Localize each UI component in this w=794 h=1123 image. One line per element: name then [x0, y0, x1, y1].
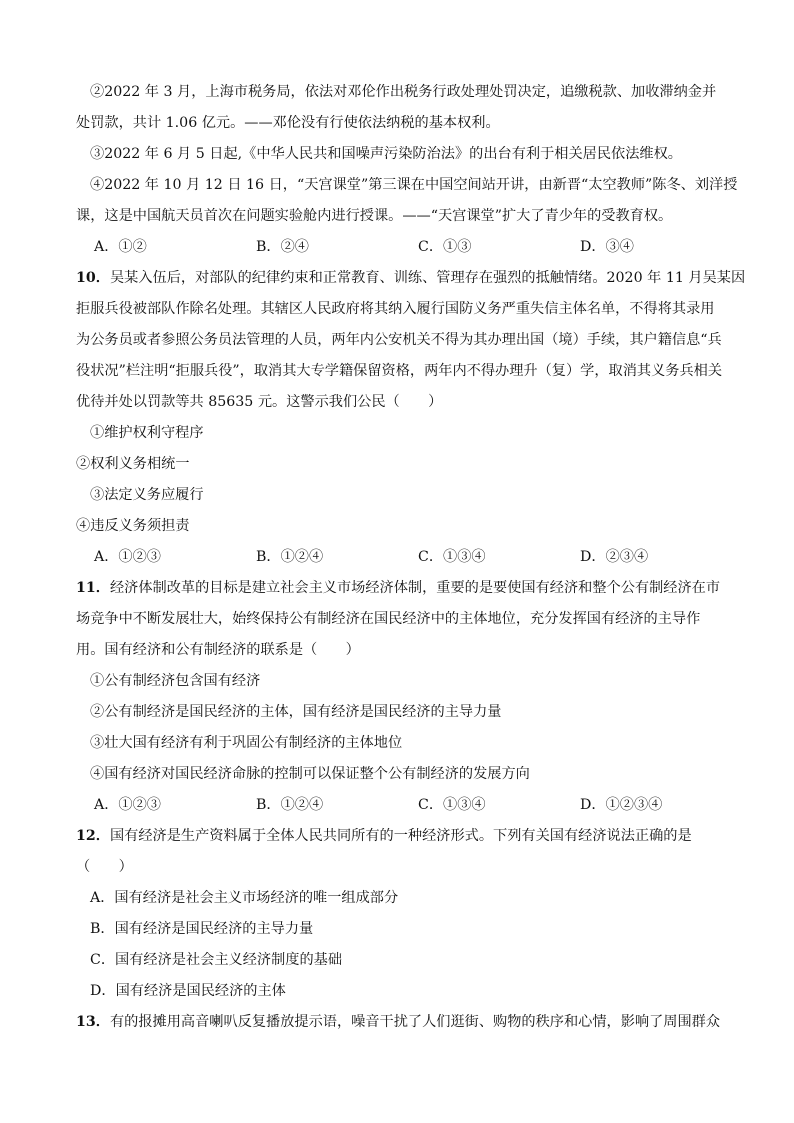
q10-option-a[interactable]: A．①②③ [94, 549, 161, 565]
q9-item-2-line-1: ②2022 年 3 月，上海市税务局，依法对邓伦作出税务行政处理处罚决定，追缴税款、加收滞纳金并 [90, 84, 717, 100]
q10-item-2: ②权利义务相统一 [76, 456, 190, 472]
q13-line-1 [76, 1012, 720, 1032]
q11-number: 11． [76, 580, 110, 596]
q11-options [94, 795, 734, 815]
q10-line-4: 役状况”栏注明“拒服兵役”，取消其大专学籍保留资格，两年内不得办理升（复）学，取消其义务兵相关 [76, 363, 723, 379]
q11-option-d[interactable]: D．①②③④ [580, 797, 663, 813]
q12-choice-d[interactable]: D．国有经济是国民经济的主体 [90, 983, 286, 999]
q10-option-b[interactable]: B．①②④ [256, 549, 324, 565]
q9-item-4-line-1: ④2022 年 10 月 12 日 16 日，“天宫课堂”第三课在中国空间站开讲，由新晋“太空教师”陈冬、刘洋授 [90, 177, 738, 193]
q9-item-4-line-2: 课，这是中国航天员首次在问题实验舱内进行授课。——“天宫课堂”扩大了青少年的受教育权。 [76, 208, 673, 224]
q10-line-1 [76, 268, 745, 288]
q12-line-2: （ ） [76, 859, 133, 875]
q13-number: 13． [76, 1014, 110, 1030]
q11-option-c[interactable]: C．①③④ [418, 797, 486, 813]
q10-option-d[interactable]: D．②③④ [580, 549, 649, 565]
q9-options [94, 237, 734, 257]
q10-item-3: ③法定义务应履行 [90, 487, 204, 503]
q10-line-5: 优待并处以罚款等共 85635 元。这警示我们公民（ ） [76, 394, 443, 410]
q10-line-3: 为公务员或者参照公务员法管理的人员，两年内公安机关不得为其办理出国（境）手续，其户籍信息“兵 [76, 332, 722, 348]
q9-item-2-line-2: 处罚款，共计 1.06 亿元。——邓伦没有行使依法纳税的基本权利。 [76, 115, 500, 131]
q11-item-3: ③壮大国有经济有利于巩固公有制经济的主体地位 [90, 735, 403, 751]
q9-option-b[interactable]: B．②④ [256, 239, 309, 255]
q9-item-3: ③2022 年 6 月 5 日起,《中华人民共和国噪声污染防治法》的出台有利于相关居民依法维权。 [90, 146, 682, 162]
q13-stem-1: 有的报摊用高音喇叭反复播放提示语，噪音干扰了人们逛街、购物的秩序和心情，影响了周围群众 [109, 1014, 721, 1030]
q11-item-2: ②公有制经济是国民经济的主体，国有经济是国民经济的主导力量 [90, 704, 502, 720]
q11-option-b[interactable]: B．①②④ [256, 797, 324, 813]
q10-item-4: ④违反义务须担责 [76, 518, 190, 534]
q11-item-4: ④国有经济对国民经济命脉的控制可以保证整个公有制经济的发展方向 [90, 766, 530, 782]
q10-number: 10． [76, 270, 110, 286]
q11-item-1: ①公有制经济包含国有经济 [90, 673, 261, 689]
q11-line-3: 用。国有经济和公有制经济的联系是（ ） [76, 642, 360, 658]
q12-choice-b[interactable]: B．国有经济是国民经济的主导力量 [90, 921, 314, 937]
q12-choice-a[interactable]: A．国有经济是社会主义市场经济的唯一组成部分 [90, 890, 399, 906]
q11-option-a[interactable]: A．①②③ [94, 797, 161, 813]
q12-stem-1: 国有经济是生产资料属于全体人民共同所有的一种经济形式。下列有关国有经济说法正确的是 [109, 828, 692, 844]
q11-line-1 [76, 578, 720, 598]
q10-item-1: ①维护权利守程序 [90, 425, 204, 441]
q10-line-2: 拒服兵役被部队作除名处理。其辖区人民政府将其纳入履行国防义务严重失信主体名单，不得将其录用 [76, 301, 715, 317]
q10-options [94, 547, 734, 567]
q12-choice-c[interactable]: C．国有经济是社会主义经济制度的基础 [90, 952, 343, 968]
q10-option-c[interactable]: C．①③④ [418, 549, 486, 565]
q9-option-a[interactable]: A．①② [94, 239, 147, 255]
q11-stem-1: 经济体制改革的目标是建立社会主义市场经济体制，重要的是要使国有经济和整个公有制经济在市 [109, 580, 721, 596]
q9-option-c[interactable]: C．①③ [418, 239, 472, 255]
q12-number: 12． [76, 828, 110, 844]
q12-line-1 [76, 826, 692, 846]
q9-option-d[interactable]: D．③④ [580, 239, 634, 255]
q11-line-2: 场竞争中不断发展壮大，始终保持公有制经济在国民经济中的主体地位，充分发挥国有经济的主导作 [76, 611, 701, 627]
q10-stem-1: 吴某入伍后，对部队的纪律约束和正常教育、训练、管理存在强烈的抵触情绪。2020 年 11 月吴某因 [109, 270, 746, 286]
